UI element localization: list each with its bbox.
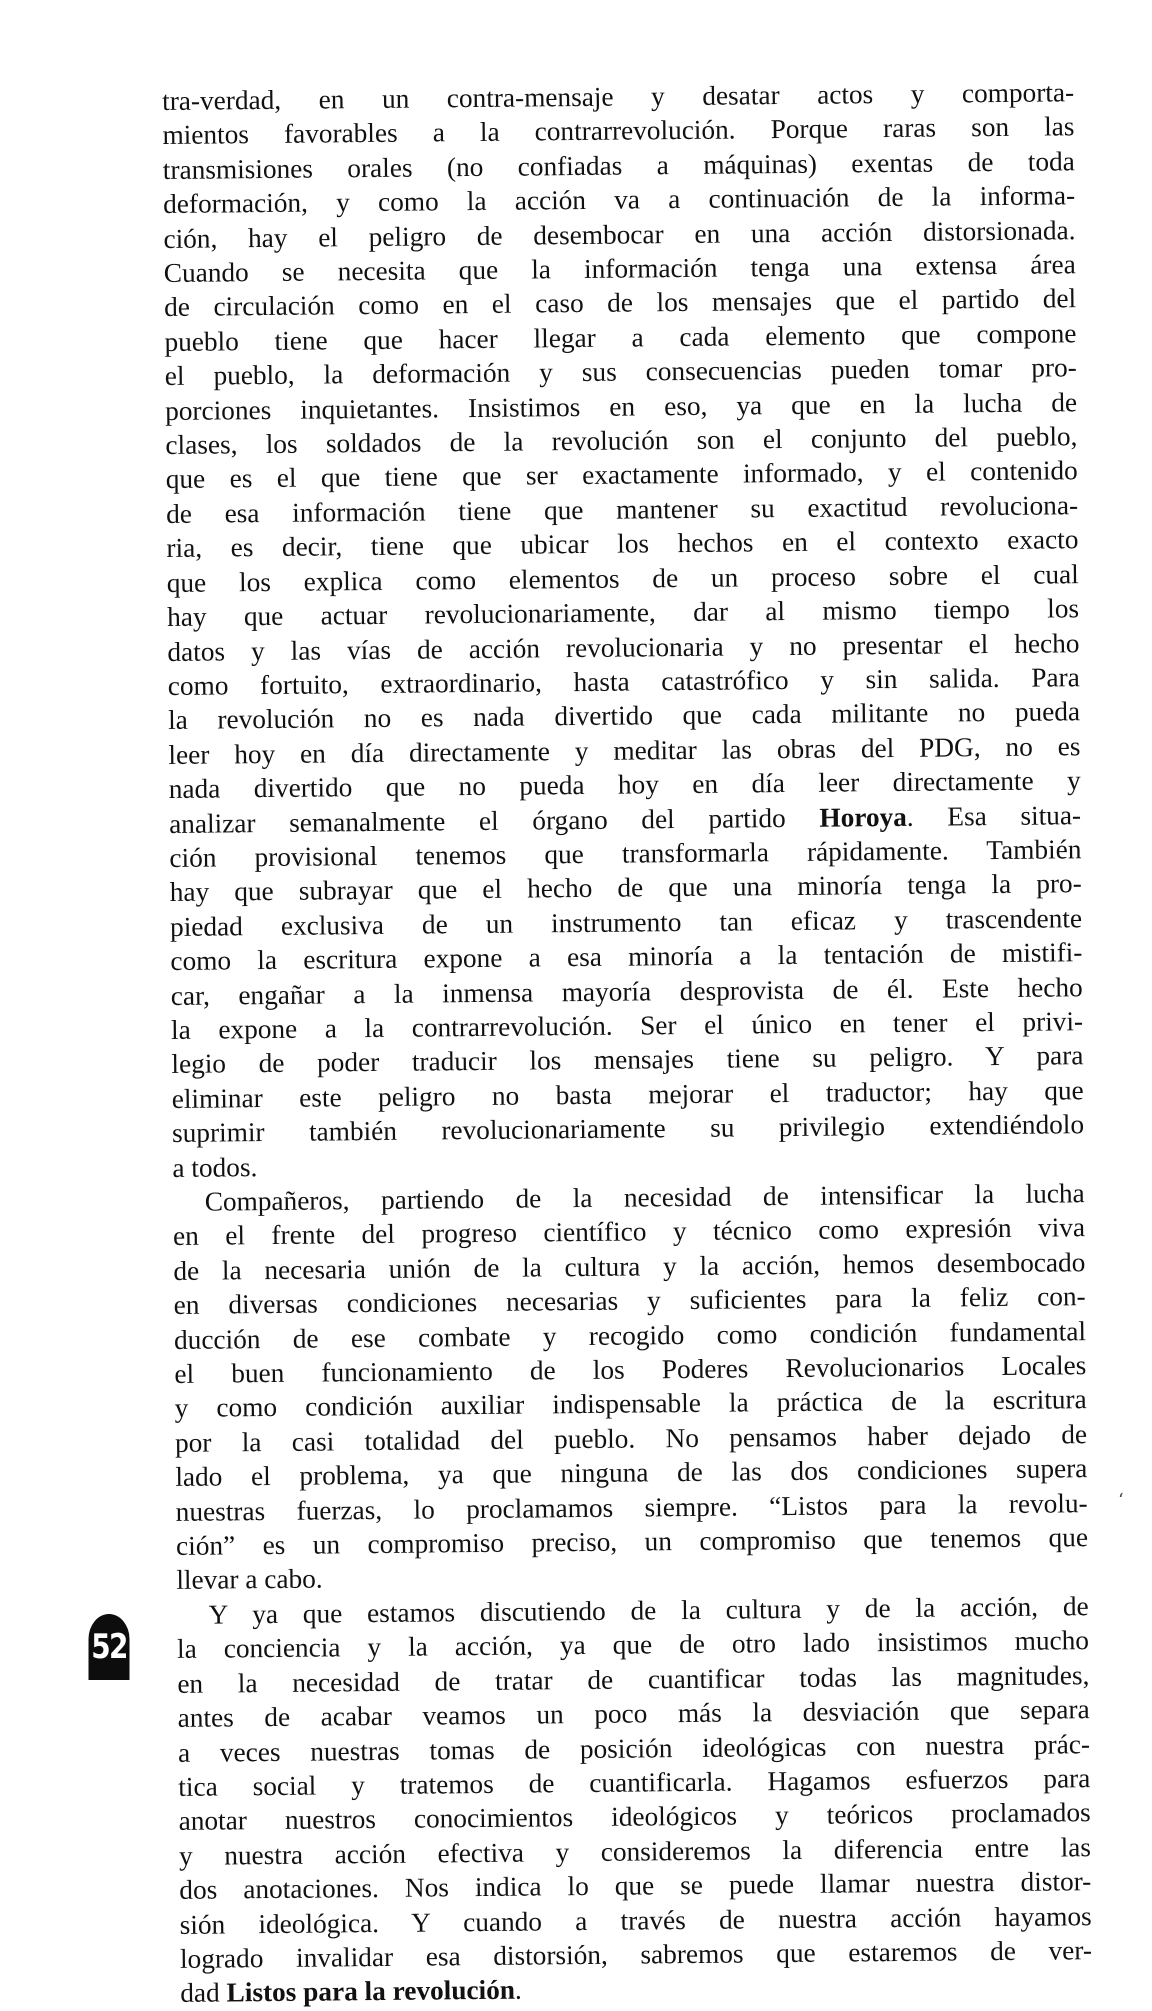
line-text: piedad exclusiva de un instrumento tan eficaz y trascendente — [169, 902, 1083, 942]
print-speck: ‘ — [1118, 1490, 1124, 1511]
line-text: tica social y tratemos de cuantificarla. Hagamos esfuerzos para — [178, 1763, 1091, 1802]
line-text: suprimir también revolucionariamente su privilegio extendiéndolo — [171, 1109, 1085, 1149]
line-text: de circulación como en el caso de los mensajes que el partido del — [164, 283, 1077, 323]
line-text: la conciencia y la acción, ya que de otro lado insistimos mucho — [176, 1625, 1090, 1665]
line-text: mientos favorables a la contrarrevolución. Porque raras son las — [162, 111, 1075, 151]
line-text-after: . — [514, 1974, 522, 2006]
line-text: de esa información tiene que mantener su exactitud revoluciona- — [165, 490, 1079, 529]
line-text: por la casi totalidad del pueblo. No pensamos haber dejado de — [174, 1419, 1088, 1458]
line-text: analizar semanalmente el órgano del partido — [168, 802, 820, 839]
line-text: datos y las vías de acción revolucionaria y no presentar el hecho — [167, 627, 1080, 667]
body-text — [162, 75, 1092, 2010]
text-line — [180, 1968, 1092, 2011]
line-text: sión ideológica. Y cuando a través de nuestra acción hayamos — [179, 1900, 1092, 1940]
line-text: leer hoy en día directamente y meditar las obras del PDG, no es — [168, 730, 1081, 770]
line-text: logrado invalidar esa distorsión, sabremos que estaremos de ver- — [179, 1935, 1093, 1974]
line-text: el buen funcionamiento de los Poderes Revolucionarios Locales — [174, 1350, 1087, 1389]
line-text: ducción de ese combate y recogido como condición fundamental — [173, 1315, 1087, 1355]
line-text: Cuando se necesita que la información tenga una extensa área — [163, 249, 1076, 289]
line-text: tra-verdad, en un contra-mensaje y desatar actos y comporta- — [162, 77, 1075, 116]
bold-title: Listos para la revolución — [226, 1975, 516, 2008]
line-text: la expone a la contrarrevolución. Ser el único en tener el privi- — [170, 1006, 1084, 1045]
line-text: lado el problema, ya que ninguna de las dos condiciones supera — [175, 1453, 1088, 1493]
line-text: como la escritura expone a esa minoría a la tentación de mistifi- — [170, 937, 1083, 977]
line-text: la revolución no es nada divertido que cada militante no pueda — [167, 696, 1081, 736]
line-text: a veces nuestras tomas de posición ideológicas con nuestra prác- — [177, 1728, 1091, 1768]
line-text: nada divertido que no pueda hoy en día leer directamente y — [168, 765, 1081, 805]
line-text: llevar a cabo. — [176, 1563, 323, 1596]
line-text: hay que subrayar que el hecho de que una minoría tenga la pro- — [169, 868, 1082, 908]
line-text: car, engañar a la inmensa mayoría desprovista de él. Este hecho — [170, 971, 1083, 1011]
line-text: y nuestra acción efectiva y consideremos la diferencia entre las — [178, 1831, 1092, 1871]
line-text: hay que actuar revolucionariamente, dar al mismo tiempo los — [166, 593, 1080, 633]
line-text: Y ya que estamos discutiendo de la cultura y de la acción, de — [208, 1591, 1089, 1630]
line-text: en la necesidad de tratar de cuantificar todas las magnitudes, — [177, 1659, 1090, 1699]
line-text: ción, hay el peligro de desembocar en una acción distorsionada. — [163, 214, 1076, 254]
page-number-badge: 52 — [89, 1614, 130, 1680]
line-text: en diversas condiciones necesarias y suficientes para la feliz con- — [173, 1281, 1086, 1321]
line-text: a todos. — [172, 1151, 258, 1183]
line-text: que es el que tiene que ser exactamente informado, y el contenido — [165, 455, 1078, 495]
line-text: legio de poder traducir los mensajes tiene su peligro. Y para — [171, 1040, 1084, 1080]
line-text: el pueblo, la deformación y sus consecuencias pueden tomar pro- — [164, 352, 1077, 392]
line-text: dos anotaciones. Nos indica lo que se puede llamar nuestra distor- — [179, 1866, 1092, 1906]
line-text: clases, los soldados de la revolución son el conjunto del pueblo, — [165, 421, 1078, 461]
line-text: eliminar este peligro no basta mejorar el traductor; hay que — [171, 1074, 1084, 1114]
line-text: nuestras fuerzas, lo proclamamos siempre. “Listos para la revolu- — [175, 1487, 1088, 1527]
line-text: transmisiones orales (no confiadas a máquinas) exentas de toda — [162, 146, 1075, 185]
line-text: dad — [180, 1977, 227, 2009]
line-text: pueblo tiene que hacer llegar a cada elemento que compone — [164, 318, 1077, 357]
line-text: anotar nuestros conocimientos ideológicos y teóricos proclamados — [178, 1797, 1091, 1837]
line-text: que los explica como elementos de un proceso sobre el cual — [166, 558, 1079, 598]
line-text: en el frente del progreso científico y técnico como expresión viva — [172, 1212, 1086, 1252]
line-text: de la necesaria unión de la cultura y la acción, hemos desembocado — [173, 1247, 1086, 1286]
line-text: como fortuito, extraordinario, hasta catastrófico y sin salida. Para — [167, 662, 1080, 701]
bold-title: Horoya — [819, 801, 907, 833]
line-text-after: . Esa situa- — [906, 799, 1082, 832]
line-text: ción” es un compromiso preciso, un compromiso que tenemos que — [175, 1522, 1089, 1561]
line-text: Compañeros, partiendo de la necesidad de intensificar la lucha — [204, 1178, 1085, 1217]
line-text: ria, es decir, tiene que ubicar los hechos en el contexto exacto — [166, 524, 1079, 564]
line-text: deformación, y como la acción va a continuación de la informa- — [163, 180, 1076, 220]
line-text: y como condición auxiliar indispensable la práctica de la escritura — [174, 1384, 1087, 1424]
line-text: antes de acabar veamos un poco más la desviación que separa — [177, 1694, 1090, 1734]
line-text: porciones inquietantes. Insistimos en eso, ya que en la lucha de — [164, 386, 1078, 426]
line-text: ción provisional tenemos que transformarla rápidamente. También — [169, 834, 1082, 873]
